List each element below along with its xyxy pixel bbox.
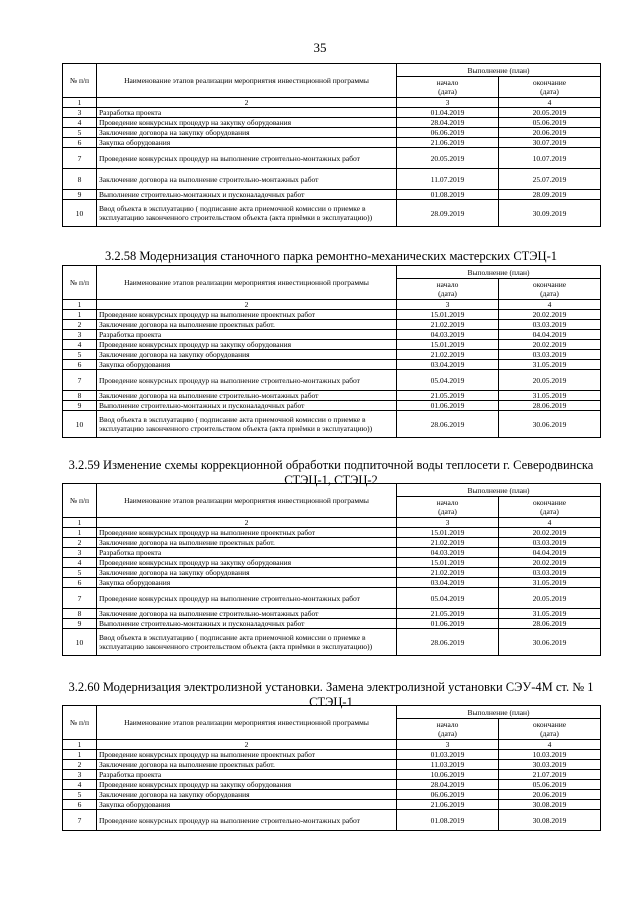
row-end-date: 30.06.2019: [499, 629, 601, 656]
row-stage-name: Разработка проекта: [97, 548, 397, 558]
row-stage-name: Проведение конкурсных процедур на выполнение строительно-монтажных работ: [97, 588, 397, 609]
column-number: 2: [97, 740, 397, 750]
row-number: 3: [63, 770, 97, 780]
row-end-date: 28.09.2019: [499, 190, 601, 200]
column-number: 4: [499, 98, 601, 108]
row-start-date: 01.04.2019: [397, 108, 499, 118]
section-heading: 3.2.60 Модернизация электролизной установки. Замена электролизной установки СЭУ-4М ст. № 1 СТЭЦ-1: [68, 680, 594, 709]
row-stage-name: Проведение конкурсных процедур на выполнение проектных работ: [97, 310, 397, 320]
table-row: [63, 138, 601, 148]
row-number: 8: [63, 391, 97, 401]
row-stage-name: Проведение конкурсных процедур на закупку оборудования: [97, 780, 397, 790]
row-stage-name: Разработка проекта: [97, 108, 397, 118]
row-number: 5: [63, 790, 97, 800]
column-number: 3: [397, 740, 499, 750]
row-stage-name: Заключение договора на выполнение проектных работ.: [97, 760, 397, 770]
table-row: [63, 588, 601, 609]
row-start-date: 21.02.2019: [397, 568, 499, 578]
row-start-date: 20.05.2019: [397, 148, 499, 169]
row-stage-name: Заключение договора на выполнение строительно-монтажных работ: [97, 391, 397, 401]
row-stage-name: Проведение конкурсных процедур на выполнение проектных работ: [97, 528, 397, 538]
header-start-date: начало (дата): [397, 497, 499, 518]
row-number: 10: [63, 411, 97, 438]
row-number: 1: [63, 310, 97, 320]
row-start-date: 21.02.2019: [397, 538, 499, 548]
row-number: 8: [63, 609, 97, 619]
row-number: 1: [63, 528, 97, 538]
table-row: [63, 128, 601, 138]
header-number: № п/п: [63, 266, 97, 300]
row-end-date: 03.03.2019: [499, 568, 601, 578]
row-stage-name: Разработка проекта: [97, 770, 397, 780]
row-start-date: 04.03.2019: [397, 330, 499, 340]
header-number: № п/п: [63, 64, 97, 98]
row-end-date: 05.06.2019: [499, 780, 601, 790]
row-end-date: 04.04.2019: [499, 548, 601, 558]
row-start-date: 01.06.2019: [397, 401, 499, 411]
row-number: 9: [63, 190, 97, 200]
row-end-date: 31.05.2019: [499, 578, 601, 588]
row-stage-name: Закупка оборудования: [97, 800, 397, 810]
table-row: [63, 340, 601, 350]
row-number: 10: [63, 200, 97, 227]
page-number: 35: [313, 40, 327, 55]
row-number: 5: [63, 350, 97, 360]
header-start-date: начало (дата): [397, 719, 499, 740]
row-start-date: 21.06.2019: [397, 138, 499, 148]
row-start-date: 15.01.2019: [397, 528, 499, 538]
row-end-date: 10.07.2019: [499, 148, 601, 169]
row-number: 2: [63, 320, 97, 330]
row-start-date: 01.03.2019: [397, 750, 499, 760]
table-row: [63, 760, 601, 770]
row-number: 5: [63, 568, 97, 578]
table-row: [63, 370, 601, 391]
header-end-date: окончание (дата): [499, 77, 601, 98]
row-end-date: 20.05.2019: [499, 370, 601, 391]
table-row: [63, 118, 601, 128]
row-start-date: 01.06.2019: [397, 619, 499, 629]
table-row: [63, 548, 601, 558]
row-number: 3: [63, 330, 97, 340]
row-stage-name: Ввод объекта в эксплуатацию ( подписание акта приемочной комиссии о приемке в эксплуатацию законченного строительством объекта (акта приёмки в эксплуатацию)): [97, 200, 397, 227]
table-row: [63, 528, 601, 538]
row-number: 4: [63, 780, 97, 790]
row-end-date: 28.06.2019: [499, 401, 601, 411]
row-start-date: 03.04.2019: [397, 578, 499, 588]
row-stage-name: Закупка оборудования: [97, 578, 397, 588]
table-row: [63, 411, 601, 438]
row-start-date: 21.02.2019: [397, 320, 499, 330]
header-stage-name: Наименование этапов реализации мероприятия инвестиционной программы: [97, 64, 397, 98]
column-number: 2: [97, 518, 397, 528]
row-end-date: 30.09.2019: [499, 200, 601, 227]
table-row: [63, 558, 601, 568]
row-start-date: 11.03.2019: [397, 760, 499, 770]
header-stage-name: Наименование этапов реализации мероприятия инвестиционной программы: [97, 706, 397, 740]
table-row: [63, 200, 601, 227]
row-end-date: 03.03.2019: [499, 538, 601, 548]
table-row: [63, 800, 601, 810]
row-stage-name: Заключение договора на выполнение проектных работ.: [97, 538, 397, 548]
row-start-date: 21.05.2019: [397, 609, 499, 619]
row-start-date: 21.05.2019: [397, 391, 499, 401]
row-start-date: 03.04.2019: [397, 360, 499, 370]
header-stage-name: Наименование этапов реализации мероприятия инвестиционной программы: [97, 484, 397, 518]
row-stage-name: Ввод объекта в эксплуатацию ( подписание акта приемочной комиссии о приемке в эксплуатацию законченного строительством объекта (акта приёмки в эксплуатацию)): [97, 629, 397, 656]
row-stage-name: Заключение договора на закупку оборудования: [97, 350, 397, 360]
header-end-date: окончание (дата): [499, 497, 601, 518]
column-number: 1: [63, 518, 97, 528]
row-number: 7: [63, 810, 97, 831]
row-end-date: 20.02.2019: [499, 528, 601, 538]
column-number: 2: [97, 98, 397, 108]
row-stage-name: Разработка проекта: [97, 330, 397, 340]
row-stage-name: Закупка оборудования: [97, 360, 397, 370]
row-start-date: 28.09.2019: [397, 200, 499, 227]
table-row: [63, 310, 601, 320]
row-stage-name: Заключение договора на закупку оборудования: [97, 790, 397, 800]
table-row: [63, 609, 601, 619]
row-end-date: 20.02.2019: [499, 340, 601, 350]
row-number: 9: [63, 401, 97, 411]
header-number: № п/п: [63, 706, 97, 740]
row-number: 1: [63, 750, 97, 760]
row-start-date: 05.04.2019: [397, 370, 499, 391]
row-number: 7: [63, 588, 97, 609]
row-end-date: 20.02.2019: [499, 558, 601, 568]
row-stage-name: Проведение конкурсных процедур на закупку оборудования: [97, 558, 397, 568]
row-start-date: 05.04.2019: [397, 588, 499, 609]
column-number: 1: [63, 98, 97, 108]
row-end-date: 31.05.2019: [499, 360, 601, 370]
row-end-date: 04.04.2019: [499, 330, 601, 340]
row-stage-name: Ввод объекта в эксплуатацию ( подписание акта приемочной комиссии о приемке в эксплуатацию законченного строительством объекта (акта приёмки в эксплуатацию)): [97, 411, 397, 438]
row-number: 8: [63, 169, 97, 190]
row-end-date: 20.06.2019: [499, 128, 601, 138]
row-number: 10: [63, 629, 97, 656]
column-number: 4: [499, 300, 601, 310]
table-row: [63, 330, 601, 340]
row-stage-name: Заключение договора на закупку оборудования: [97, 568, 397, 578]
header-execution-plan: Выполнение (план): [397, 64, 601, 77]
table-row: [63, 190, 601, 200]
row-number: 7: [63, 148, 97, 169]
row-end-date: 21.07.2019: [499, 770, 601, 780]
row-start-date: 15.01.2019: [397, 558, 499, 568]
table-row: [63, 568, 601, 578]
table-row: [63, 391, 601, 401]
column-number: 4: [499, 740, 601, 750]
table-row: [63, 780, 601, 790]
row-stage-name: Заключение договора на выполнение проектных работ.: [97, 320, 397, 330]
column-number: 2: [97, 300, 397, 310]
column-number: 1: [63, 300, 97, 310]
row-end-date: 20.05.2019: [499, 108, 601, 118]
table-row: [63, 360, 601, 370]
header-execution-plan: Выполнение (план): [397, 484, 601, 497]
row-stage-name: Выполнение строительно-монтажных и пусконаладочных работ: [97, 401, 397, 411]
table-row: [63, 148, 601, 169]
table-row: [63, 770, 601, 780]
header-execution-plan: Выполнение (план): [397, 706, 601, 719]
row-start-date: 01.08.2019: [397, 190, 499, 200]
row-stage-name: Выполнение строительно-монтажных и пусконаладочных работ: [97, 190, 397, 200]
table-row: [63, 538, 601, 548]
column-number: 3: [397, 98, 499, 108]
table-row: [63, 619, 601, 629]
row-end-date: 20.05.2019: [499, 588, 601, 609]
section-heading: 3.2.58 Модернизация станочного парка ремонтно-механических мастерских СТЭЦ-1: [104, 249, 557, 263]
row-start-date: 28.04.2019: [397, 780, 499, 790]
row-stage-name: Заключение договора на закупку оборудования: [97, 128, 397, 138]
row-number: 4: [63, 558, 97, 568]
row-end-date: 03.03.2019: [499, 350, 601, 360]
row-start-date: 15.01.2019: [397, 340, 499, 350]
row-stage-name: Заключение договора на выполнение строительно-монтажных работ: [97, 169, 397, 190]
row-end-date: 30.08.2019: [499, 810, 601, 831]
row-stage-name: Выполнение строительно-монтажных и пусконаладочных работ: [97, 619, 397, 629]
row-end-date: 31.05.2019: [499, 609, 601, 619]
row-start-date: 28.04.2019: [397, 118, 499, 128]
row-stage-name: Закупка оборудования: [97, 138, 397, 148]
row-number: 3: [63, 108, 97, 118]
header-end-date: окончание (дата): [499, 279, 601, 300]
header-start-date: начало (дата): [397, 77, 499, 98]
header-number: № п/п: [63, 484, 97, 518]
table-row: [63, 350, 601, 360]
schedule-table: [62, 265, 601, 438]
header-start-date: начало (дата): [397, 279, 499, 300]
header-end-date: окончание (дата): [499, 719, 601, 740]
schedule-table: [62, 483, 601, 656]
row-end-date: 30.03.2019: [499, 760, 601, 770]
row-number: 4: [63, 340, 97, 350]
row-end-date: 20.02.2019: [499, 310, 601, 320]
row-end-date: 28.06.2019: [499, 619, 601, 629]
row-start-date: 11.07.2019: [397, 169, 499, 190]
row-start-date: 10.06.2019: [397, 770, 499, 780]
row-stage-name: Проведение конкурсных процедур на закупку оборудования: [97, 340, 397, 350]
row-end-date: 20.06.2019: [499, 790, 601, 800]
schedule-table: [62, 705, 601, 831]
table-row: [63, 790, 601, 800]
row-start-date: 21.02.2019: [397, 350, 499, 360]
table-row: [63, 578, 601, 588]
row-start-date: 28.06.2019: [397, 411, 499, 438]
row-stage-name: Проведение конкурсных процедур на закупку оборудования: [97, 118, 397, 128]
row-stage-name: Проведение конкурсных процедур на выполнение строительно-монтажных работ: [97, 810, 397, 831]
row-number: 6: [63, 578, 97, 588]
row-number: 5: [63, 128, 97, 138]
row-number: 6: [63, 138, 97, 148]
row-stage-name: Заключение договора на выполнение строительно-монтажных работ: [97, 609, 397, 619]
column-number: 3: [397, 518, 499, 528]
schedule-table: [62, 63, 601, 227]
row-end-date: 30.07.2019: [499, 138, 601, 148]
table-row: [63, 320, 601, 330]
row-number: 2: [63, 760, 97, 770]
row-number: 4: [63, 118, 97, 128]
row-end-date: 03.03.2019: [499, 320, 601, 330]
row-number: 6: [63, 800, 97, 810]
column-number: 3: [397, 300, 499, 310]
header-execution-plan: Выполнение (план): [397, 266, 601, 279]
table-row: [63, 629, 601, 656]
row-end-date: 10.03.2019: [499, 750, 601, 760]
row-start-date: 21.06.2019: [397, 800, 499, 810]
row-stage-name: Проведение конкурсных процедур на выполнение строительно-монтажных работ: [97, 370, 397, 391]
column-number: 4: [499, 518, 601, 528]
row-end-date: 31.05.2019: [499, 391, 601, 401]
table-row: [63, 401, 601, 411]
row-end-date: 30.06.2019: [499, 411, 601, 438]
row-end-date: 05.06.2019: [499, 118, 601, 128]
row-start-date: 04.03.2019: [397, 548, 499, 558]
section-heading: 3.2.59 Изменение схемы коррекционной обработки подпиточной воды теплосети г. Северодвинска СТЭЦ-1, СТЭЦ-2: [68, 458, 594, 487]
row-number: 9: [63, 619, 97, 629]
table-row: [63, 750, 601, 760]
row-end-date: 30.08.2019: [499, 800, 601, 810]
row-start-date: 06.06.2019: [397, 790, 499, 800]
row-number: 2: [63, 538, 97, 548]
column-number: 1: [63, 740, 97, 750]
row-start-date: 01.08.2019: [397, 810, 499, 831]
row-start-date: 06.06.2019: [397, 128, 499, 138]
row-start-date: 15.01.2019: [397, 310, 499, 320]
row-end-date: 25.07.2019: [499, 169, 601, 190]
row-stage-name: Проведение конкурсных процедур на выполнение проектных работ: [97, 750, 397, 760]
row-number: 6: [63, 360, 97, 370]
table-row: [63, 169, 601, 190]
row-number: 3: [63, 548, 97, 558]
table-row: [63, 810, 601, 831]
row-start-date: 28.06.2019: [397, 629, 499, 656]
row-stage-name: Проведение конкурсных процедур на выполнение строительно-монтажных работ: [97, 148, 397, 169]
row-number: 7: [63, 370, 97, 391]
header-stage-name: Наименование этапов реализации мероприятия инвестиционной программы: [97, 266, 397, 300]
table-row: [63, 108, 601, 118]
